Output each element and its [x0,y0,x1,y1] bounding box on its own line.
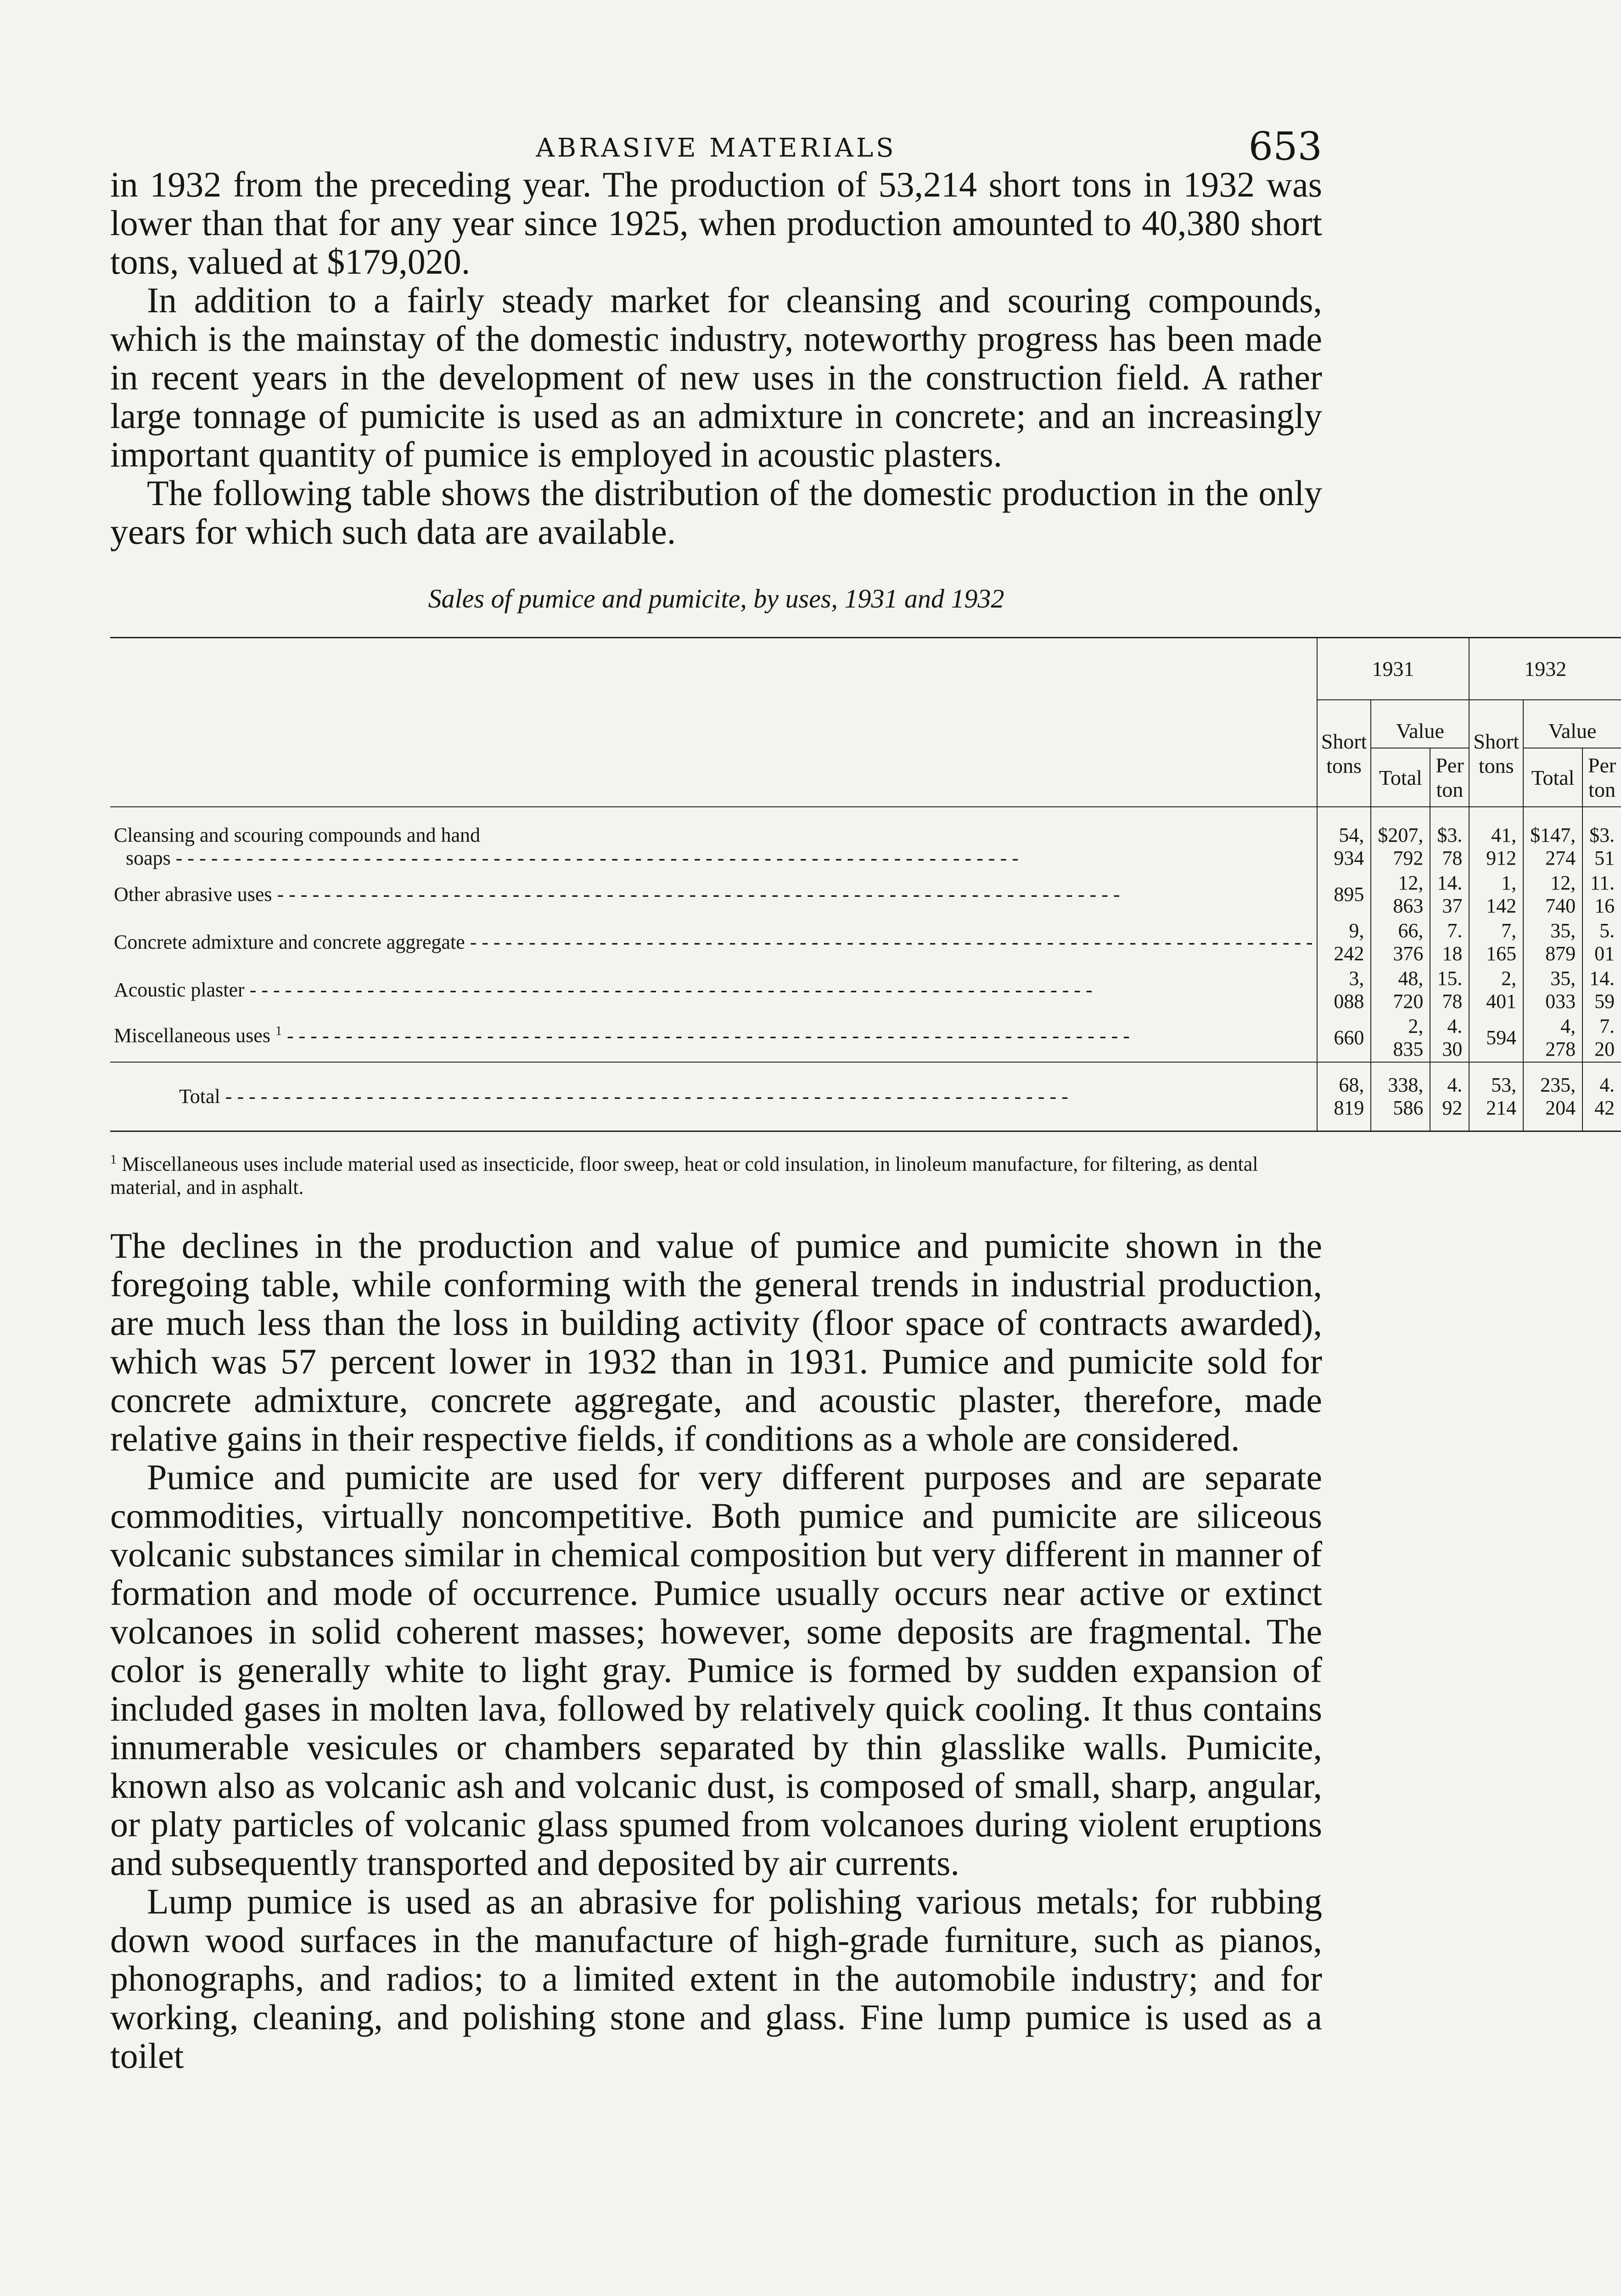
cell: 895 [1317,871,1371,918]
paragraph-3: The following table shows the distribution of the domestic production in the only years for which such data are available. [110,473,1322,551]
row-label: Miscellaneous uses [114,1024,270,1047]
cell: 7. 20 [1582,1014,1621,1062]
cell: 15. 78 [1430,966,1469,1014]
paragraph-4: The declines in the production and value of pumice and pumicite shown in the foregoing table, while conforming with the general trends in industrial production, are much less than the loss in building activity (floor space of contracts awarded), which was 57 percent lower in 1932 than in 1931. Pumice and pumicite sold for concrete admixture, concrete aggregate, and acoustic plaster, therefore, made relative gains in their respective fields, if conditions as a whole are considered. [110,1225,1322,1458]
stub-header [110,638,1317,807]
cell: 4. 30 [1430,1014,1469,1062]
page-header [110,115,1322,169]
paragraph-2: In addition to a fairly steady market for cleansing and scouring compounds, which is the mainstay of the domestic industry, noteworthy progress has been made in recent years in the development of new uses in the construction field. A rather large tonnage of pumicite is used as an admixture in concrete; and an increasingly important quantity of pumice is employed in acoustic plasters. [110,280,1322,474]
footnote-text: Miscellaneous uses include material used as insecticide, floor sweep, heat or cold insulation, in linoleum manufacture, for filtering, as dental material, and in asphalt. [110,1153,1258,1199]
cell: 12, 863 [1371,871,1430,918]
total-cell: 68, 819 [1317,1062,1371,1131]
year-1931-header: 1931 [1317,638,1470,700]
cell: 9, 242 [1317,918,1371,966]
total-cell: 53, 214 [1469,1062,1523,1131]
cell: $3. 78 [1430,807,1469,871]
cell: 35, 879 [1523,918,1582,966]
row-label: Acoustic plaster [114,979,245,1001]
sales-table [110,637,1621,1132]
total-cell: 4. 92 [1430,1062,1469,1131]
total-cell: 235, 204 [1523,1062,1582,1131]
cell: $147, 274 [1523,807,1582,871]
row-label [110,807,1317,871]
cell: 14. 59 [1582,966,1621,1014]
cell: 12, 740 [1523,871,1582,918]
row-label: Concrete admixture and concrete aggregate [114,931,465,953]
table-caption: Sales of pumice and pumicite, by uses, 1931 and 1932 [428,584,1004,613]
per-ton-1932-header: Per ton [1582,748,1621,807]
year-1932-header: 1932 [1469,638,1621,700]
cell: 41, 912 [1469,807,1523,871]
cell: 1, 142 [1469,871,1523,918]
cell: $207, 792 [1371,807,1430,871]
total-cell: 338, 586 [1371,1062,1430,1131]
cell: 660 [1317,1014,1371,1062]
running-title: ABRASIVE MATERIALS [536,133,897,163]
cell: 3, 088 [1317,966,1371,1014]
total-cell: 4. 42 [1582,1062,1621,1131]
footnote-mark: 1 [110,1153,117,1167]
row-label-line2: soaps [126,847,171,869]
document-page [110,115,1616,2076]
paragraph-6: Lump pumice is used as an abrasive for polishing various metals; for rubbing down wood surfaces in the manufacture of high-grade furniture, such as pianos, phonographs, and radios; to a limited extent in the automobile industry; and for working, cleaning, and polishing stone and glass. Fine lump pumice is used as a toilet [110,1881,1322,2076]
row-label-line1: Cleansing and scouring compounds and hand [114,824,480,846]
footnote-ref: 1 [275,1024,282,1039]
short-tons-1932-header: Short tons [1469,700,1523,807]
cell: 2, 401 [1469,966,1523,1014]
cell: 594 [1469,1014,1523,1062]
cell: 66, 376 [1371,918,1430,966]
value-1932-header: Value [1523,700,1621,748]
paragraph-1: in 1932 from the preceding year. The production of 53,214 short tons in 1932 was lower than that for any year since 1925, when production amounted to 40,380 short tons, valued at $179,020. [110,164,1322,281]
cell: 5. 01 [1582,918,1621,966]
row-label: Other abrasive uses [114,883,272,906]
cell: 54, 934 [1317,807,1371,871]
short-tons-1931-header: Short tons [1317,700,1371,807]
per-ton-1931-header: Per ton [1430,748,1469,807]
cell: 48, 720 [1371,966,1430,1014]
total-label: Total [179,1085,220,1108]
cell: $3. 51 [1582,807,1621,871]
cell: 7, 165 [1469,918,1523,966]
total-1931-header: Total [1371,748,1430,807]
page-number: 653 [1248,124,1322,169]
cell: 14. 37 [1430,871,1469,918]
value-1931-header: Value [1371,700,1469,748]
total-1932-header: Total [1523,748,1582,807]
cell: 35, 033 [1523,966,1582,1014]
cell: 4, 278 [1523,1014,1582,1062]
table-footnote [110,1148,1322,1199]
cell: 11. 16 [1582,871,1621,918]
cell: 2, 835 [1371,1014,1430,1062]
paragraph-5: Pumice and pumicite are used for very different purposes and are separate commodities, virtually noncompetitive. Both pumice and pumicite are siliceous volcanic substances similar in chemical composition but very different in manner of formation and mode of occurrence. Pumice usually occurs near active or extinct volcanoes in solid coherent masses; however, some deposits are fragmental. The color is generally white to light gray. Pumice is formed by sudden expansion of included gases in molten lava, followed by relatively quick cooling. It thus contains innumerable vesicules or chambers separated by thin glasslike walls. Pumicite, known also as volcanic ash and volcanic dust, is composed of small, sharp, angular, or platy particles of volcanic glass spumed from volcanoes during violent eruptions and subsequently transported and deposited by air currents. [110,1457,1322,1883]
cell: 7. 18 [1430,918,1469,966]
